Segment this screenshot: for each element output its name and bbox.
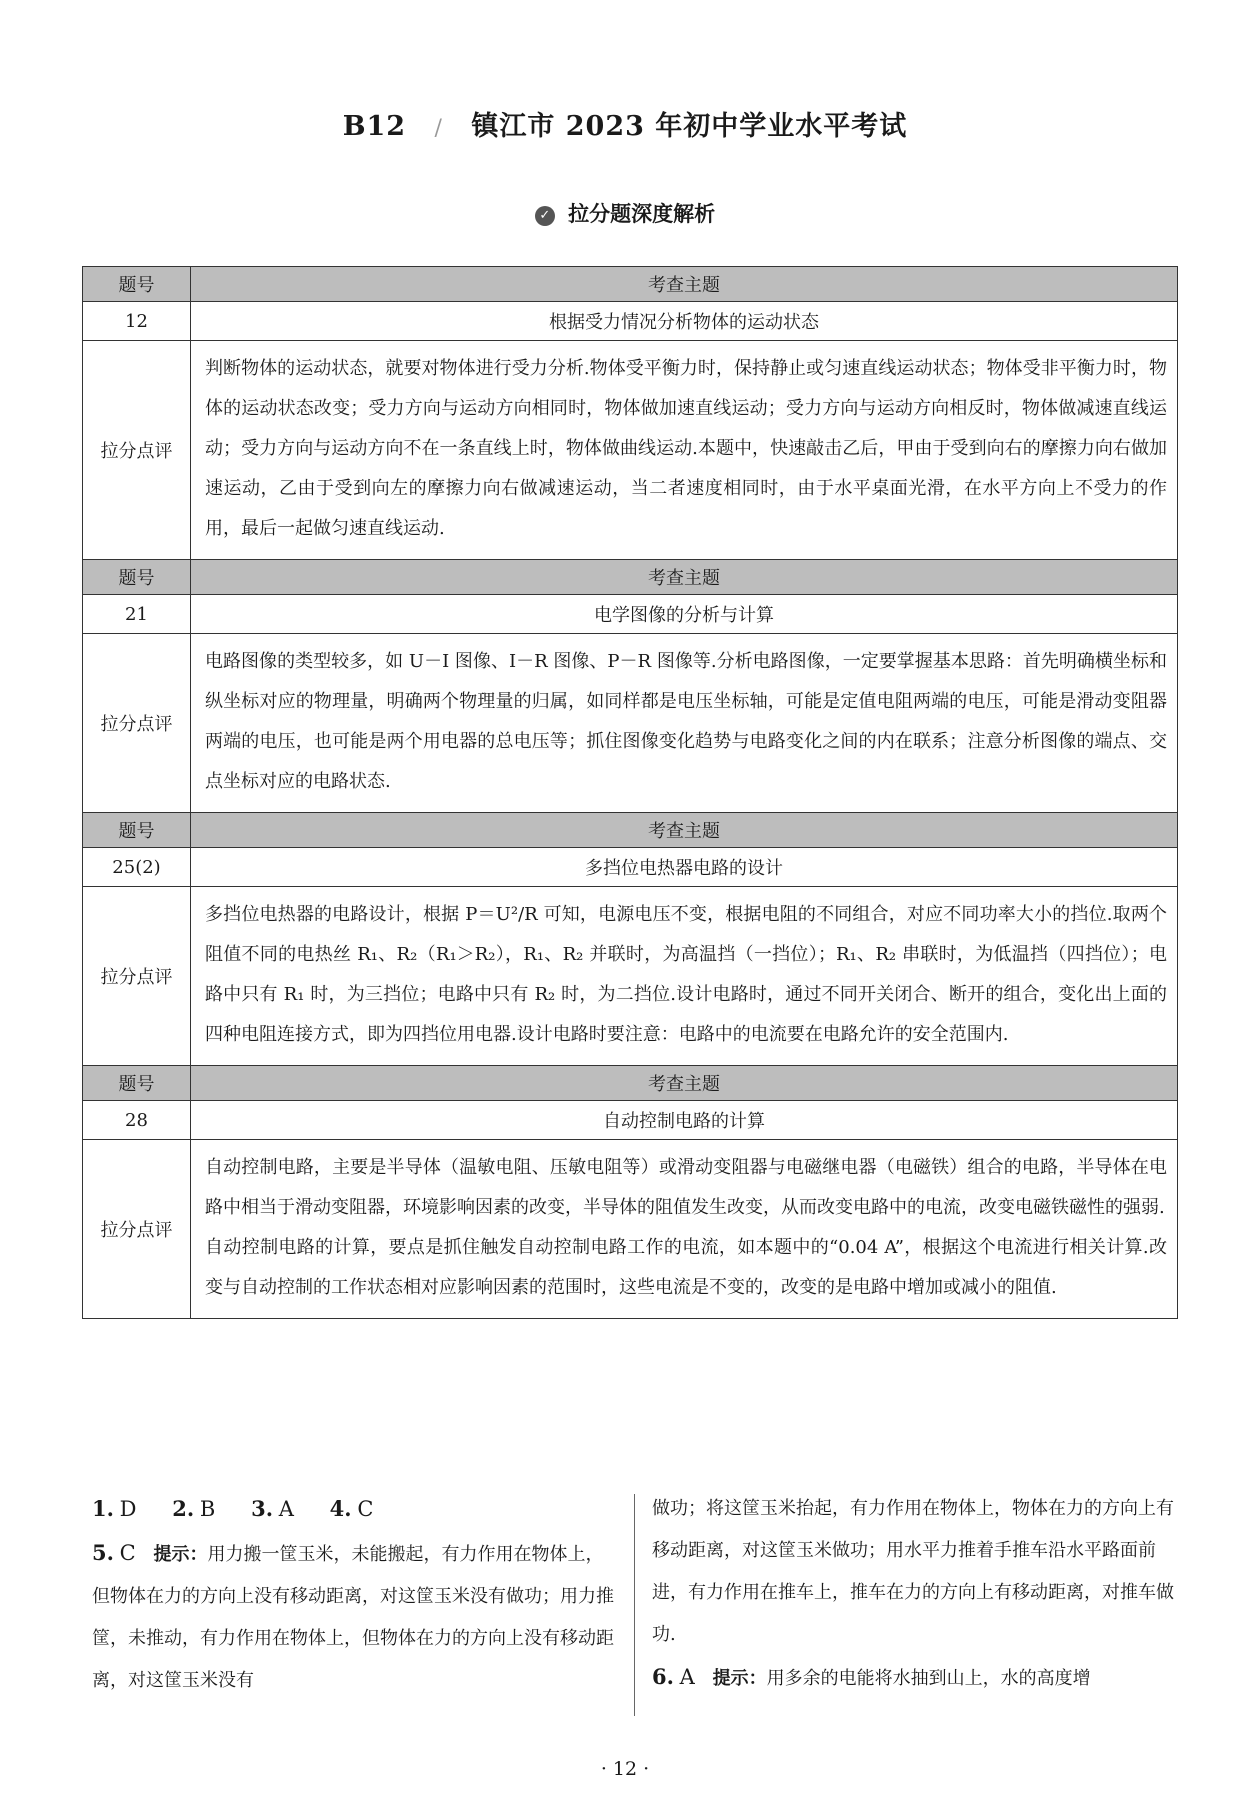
page-title <box>0 104 1250 143</box>
review-label: 拉分点评 <box>83 634 191 813</box>
header-number: 题号 <box>83 267 191 302</box>
hint-text: 用多余的电能将水抽到山上，水的高度增 <box>766 1668 1091 1689</box>
answer-value: D <box>119 1497 137 1521</box>
answer-value: A <box>278 1497 294 1521</box>
table-row <box>83 341 1178 560</box>
header-topic: 考查主题 <box>191 560 1178 595</box>
hint-text: 用力搬一筐玉米，未能搬起，有力作用在物体上，但物体在力的方向上没有移动距离，对这筐玉米没有做功；用力推筐，未推动，有力作用在物体上，但物体在力的方向上没有移动距离，对这筐玉米没有 <box>92 1544 614 1691</box>
review-label: 拉分点评 <box>83 887 191 1066</box>
review-text: 电路图像的类型较多，如 U－I 图像、I－R 图像、P－R 图像等.分析电路图像，一定要掌握基本思路：首先明确横坐标和纵坐标对应的物理量，明确两个物理量的归属，如同样都是电压坐标轴，可能是定值电阻两端的电压，可能是滑动变阻器两端的电压，也可能是两个用电器的总电压等；抓住图像变化趋势与电路变化之间的内在联系；注意分析图像的端点、交点坐标对应的电路状态. <box>191 634 1178 813</box>
question-number: 21 <box>83 595 191 634</box>
header-topic: 考查主题 <box>191 813 1178 848</box>
header-number: 题号 <box>83 813 191 848</box>
question-label: 5. <box>92 1540 114 1565</box>
review-label: 拉分点评 <box>83 341 191 560</box>
table-row <box>83 595 1178 634</box>
table-header-row <box>83 560 1178 595</box>
table-header-row <box>83 1066 1178 1101</box>
answers-right-column <box>652 1488 1174 1700</box>
analysis-table <box>82 266 1178 1319</box>
table-row <box>83 887 1178 1066</box>
section-title-text: 拉分题深度解析 <box>568 202 716 226</box>
table-row <box>83 634 1178 813</box>
answer-value: A <box>679 1665 695 1689</box>
table-header-row <box>83 267 1178 302</box>
header-topic: 考查主题 <box>191 267 1178 302</box>
question-topic: 根据受力情况分析物体的运动状态 <box>191 302 1178 341</box>
review-label: 拉分点评 <box>83 1140 191 1319</box>
check-badge-icon: ✓ <box>535 206 555 226</box>
table-header-row <box>83 813 1178 848</box>
header-topic: 考查主题 <box>191 1066 1178 1101</box>
review-text-block <box>191 1140 1178 1319</box>
question-label: 1. <box>92 1496 114 1521</box>
answer-section <box>92 1488 1182 1728</box>
exam-title: 镇江市 2023 年初中学业水平考试 <box>471 111 908 142</box>
answer-value: C <box>357 1497 374 1521</box>
review-text: 判断物体的运动状态，就要对物体进行受力分析.物体受平衡力时，保持静止或匀速直线运动状态；物体受非平衡力时，物体的运动状态改变；受力方向与运动方向相同时，物体做加速直线运动；受力方向与运动方向相反时，物体做减速直线运动；受力方向与运动方向不在一条直线上时，物体做曲线运动.本题中，快速敲击乙后，甲由于受到向右的摩擦力向右做加速运动，乙由于受到向左的摩擦力向右做减速运动，当二者速度相同时，由于水平桌面光滑，在水平方向上不受力的作用，最后一起做匀速直线运动. <box>191 341 1178 560</box>
question-label: 4. <box>329 1496 352 1521</box>
question-number: 12 <box>83 302 191 341</box>
question-label: 3. <box>251 1496 274 1521</box>
title-separator: / <box>434 116 443 141</box>
header-number: 题号 <box>83 560 191 595</box>
hint-label: 提示： <box>153 1544 208 1565</box>
hint-continuation: 做功；将这筐玉米抬起，有力作用在物体上，物体在力的方向上有移动距离，对这筐玉米做功；用水平力推着手推车沿水平路面前进，有力作用在推车上，推车在力的方向上有移动距离，对推车做功. <box>652 1498 1174 1645</box>
answer-line <box>92 1488 620 1532</box>
answer-value: C <box>119 1541 136 1565</box>
question-topic: 多挡位电热器电路的设计 <box>191 848 1178 887</box>
question-label: 2. <box>172 1496 195 1521</box>
table-row <box>83 1101 1178 1140</box>
table-row <box>83 1140 1178 1319</box>
question-number: 28 <box>83 1101 191 1140</box>
question-number: 25(2) <box>83 848 191 887</box>
section-title <box>0 198 1250 228</box>
answer-with-hint <box>92 1532 620 1702</box>
table-row <box>83 302 1178 341</box>
answer-with-hint <box>652 1656 1174 1700</box>
table-row <box>83 848 1178 887</box>
answers-left-column <box>92 1488 620 1702</box>
review-paragraph: 自动控制电路的计算，要点是抓住触发自动控制电路工作的电流，如本题中的“0.04 A”，根据这个电流进行相关计算.改变与自动控制的工作状态相对应影响因素的范围时，这些电流是不变的，改变的是电路中增加或减小的阻值. <box>205 1237 1167 1298</box>
question-label: 6. <box>652 1664 674 1689</box>
review-paragraph: 自动控制电路，主要是半导体（温敏电阻、压敏电阻等）或滑动变阻器与电磁继电器（电磁铁）组合的电路，半导体在电路中相当于滑动变阻器，环境影响因素的改变，半导体的阻值发生改变，从而改变电路中的电流，改变电磁铁磁性的强弱. <box>205 1157 1167 1218</box>
question-topic: 电学图像的分析与计算 <box>191 595 1178 634</box>
column-divider <box>634 1494 635 1716</box>
question-topic: 自动控制电路的计算 <box>191 1101 1178 1140</box>
hint-label: 提示： <box>712 1668 767 1689</box>
page-number: · 12 · <box>600 1758 650 1780</box>
header-number: 题号 <box>83 1066 191 1101</box>
exam-code: B12 <box>342 111 407 142</box>
answer-value: B <box>199 1497 216 1521</box>
review-text: 多挡位电热器的电路设计，根据 P＝U²/R 可知，电源电压不变，根据电阻的不同组合，对应不同功率大小的挡位.取两个阻值不同的电热丝 R₁、R₂（R₁＞R₂），R₁、R₂ 并联时，为高温挡（一挡位）；R₁、R₂ 串联时，为低温挡（四挡位）；电路中只有 R₁ 时，为三挡位；电路中只有 R₂ 时，为二挡位.设计电路时，通过不同开关闭合、断开的组合，变化出上面的四种电阻连接方式，即为四挡位用电器.设计电路时要注意：电路中的电流要在电路允许的安全范围内. <box>191 887 1178 1066</box>
